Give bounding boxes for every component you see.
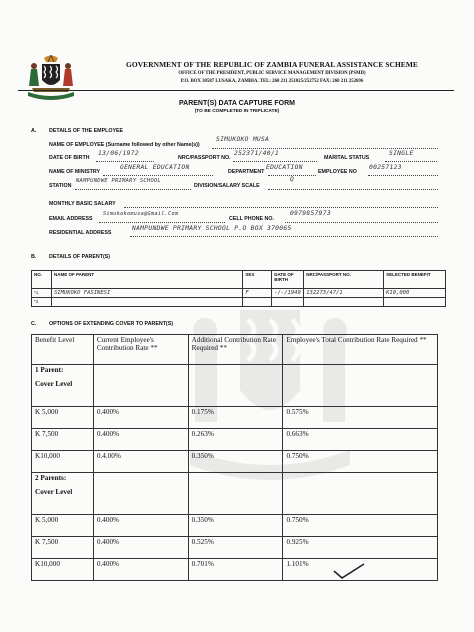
residential-field[interactable]: NAMPUNDWE PRIMARY SCHOOL P.O BOX 370065	[132, 225, 292, 232]
col-header: NAME OF PARENT	[51, 271, 242, 289]
group-label: 1 Parent:	[35, 366, 64, 374]
address-line: P.O. BOX 30587 LUSAKA, ZAMBIA. TEL: 260 211 251025/252752 FAX: 260 211 252696	[180, 79, 364, 84]
sex-cell[interactable]	[243, 298, 272, 307]
section-a-heading: DETAILS OF THE EMPLOYEE	[49, 128, 124, 134]
section-b-letter: B.	[31, 254, 37, 260]
ministry-field[interactable]: GENERAL EDUCATION	[120, 164, 190, 171]
table-row	[32, 289, 446, 298]
table-row	[32, 298, 446, 307]
current-rate: 0.400%	[93, 429, 188, 451]
benefit-level: K 7,500	[32, 429, 94, 451]
col-header: Employee's Total Contribution Rate Required **	[283, 335, 438, 365]
benefit-level: K 7,500	[32, 537, 94, 559]
group-one-parent	[32, 365, 438, 407]
salary-label: MONTHLY BASIC SALARY	[49, 201, 116, 207]
division-label: DIVISION/SALARY SCALE	[194, 183, 260, 189]
residential-label: RESIDENTIAL ADDRESS	[49, 230, 112, 236]
division-field[interactable]: Q	[290, 176, 295, 183]
current-rate: 0.400%	[93, 559, 188, 581]
phone-label: CELL PHONE NO.	[229, 216, 274, 222]
section-c-heading: OPTIONS OF EXTENDING COVER TO PARENT(S)	[49, 321, 173, 327]
employee-name-label: NAME OF EMPLOYEE (Surname followed by other Name(s))	[49, 142, 200, 148]
form-subtitle: (TO BE COMPLETED IN TRIPLICATE)	[194, 109, 280, 114]
total-rate: 1.101%	[283, 559, 438, 581]
table-row	[32, 537, 438, 559]
additional-rate: 0.350%	[188, 515, 283, 537]
employee-no-label: EMPLOYEE NO	[318, 169, 357, 175]
department-label: DEPARTMENT	[228, 169, 265, 175]
dob-cell[interactable]	[272, 298, 304, 307]
parent-name-cell[interactable]: SIMUKOKO FASINESI	[51, 289, 242, 298]
total-rate: 0.750%	[283, 451, 438, 473]
current-rate: 0.400%	[93, 515, 188, 537]
nrc-label: NRC/PASSPORT NO.	[178, 155, 231, 161]
current-rate: 0.4.00%	[93, 451, 188, 473]
additional-rate: 0.525%	[188, 537, 283, 559]
ministry-label: NAME OF MINISTRY	[49, 169, 101, 175]
col-header: Benefit Level	[32, 335, 94, 365]
department-field[interactable]: EDUCATION	[266, 164, 303, 171]
additional-rate: 0.263%	[188, 429, 283, 451]
additional-rate: 0.701%	[188, 559, 283, 581]
table-row	[32, 451, 438, 473]
col-header: NO.	[32, 271, 52, 289]
email-label: EMAIL ADDRESS	[49, 216, 93, 222]
col-header: Additional Contribution Rate Required **	[188, 335, 283, 365]
section-c-letter: C.	[31, 321, 37, 327]
benefit-level: K 5,000	[32, 407, 94, 429]
dob-label: DATE OF BIRTH	[49, 155, 90, 161]
col-header: NRC/PASSPORT NO.	[304, 271, 384, 289]
current-rate: 0.400%	[93, 407, 188, 429]
nrc-field[interactable]: 252371/40/1	[234, 150, 280, 157]
col-header: DATE OF BIRTH	[272, 271, 304, 289]
dob-cell[interactable]: -/-/1949	[272, 289, 304, 298]
table-row	[32, 429, 438, 451]
form-title: PARENT(S) DATA CAPTURE FORM	[178, 100, 295, 107]
options-header-row	[32, 335, 438, 365]
table-row	[32, 559, 438, 581]
total-rate: 0.575%	[283, 407, 438, 429]
group-two-parents	[32, 473, 438, 515]
total-rate: 0.663%	[283, 429, 438, 451]
additional-rate: 0.175%	[188, 407, 283, 429]
table-row	[32, 515, 438, 537]
selection-tick-icon	[332, 562, 366, 580]
parents-table	[31, 270, 446, 307]
group-sublabel: Cover Level	[35, 380, 73, 388]
table-row	[32, 407, 438, 429]
sex-cell[interactable]: F	[243, 289, 272, 298]
employee-no-field[interactable]: 00257123	[369, 164, 402, 171]
benefit-level: K10,000	[32, 451, 94, 473]
government-heading: GOVERNMENT OF THE REPUBLIC OF ZAMBIA FUNERAL ASSISTANCE SCHEME	[126, 60, 418, 69]
parents-table-header	[32, 271, 446, 289]
phone-field[interactable]: 0979857973	[290, 210, 331, 217]
col-header: Current Employee's Contribution Rate **	[93, 335, 188, 365]
cover-options-table	[31, 334, 438, 581]
office-heading: OFFICE OF THE PRESIDENT, PUBLIC SERVICE MANAGEMENT DIVISION (PSMD)	[178, 71, 366, 76]
email-field[interactable]: Simukokomusa@Gmail.Com	[103, 211, 179, 217]
current-rate: 0.400%	[93, 537, 188, 559]
col-header: SELECTED BENEFIT	[384, 271, 446, 289]
header-rule	[18, 90, 454, 91]
marital-status-field[interactable]: SINGLE	[389, 150, 414, 157]
benefit-cell[interactable]	[384, 298, 446, 307]
nrc-cell[interactable]	[304, 298, 384, 307]
marital-status-label: MARITAL STATUS	[324, 155, 370, 161]
additional-rate: 0.350%	[188, 451, 283, 473]
row-number: *2.	[32, 298, 52, 307]
section-b-heading: DETAILS OF PARENT(S)	[49, 254, 111, 260]
employee-name-field[interactable]: SIMUKOKO MUSA	[216, 136, 270, 143]
total-rate: 0.925%	[283, 537, 438, 559]
benefit-cell[interactable]: K10,000	[384, 289, 446, 298]
total-rate: 0.750%	[283, 515, 438, 537]
col-header: SEX	[243, 271, 272, 289]
nrc-cell[interactable]: 132273/47/1	[304, 289, 384, 298]
section-a-letter: A.	[31, 128, 37, 134]
group-sublabel: Cover Level	[35, 488, 73, 496]
station-label: STATION	[49, 183, 72, 189]
group-label: 2 Parents:	[35, 474, 67, 482]
station-field[interactable]: NAMPUNDWE PRIMARY SCHOOL	[76, 178, 162, 184]
parent-name-cell[interactable]	[51, 298, 242, 307]
dob-field[interactable]: 13/06/1972	[98, 150, 139, 157]
row-number: *1.	[32, 289, 52, 298]
benefit-level: K 5,000	[32, 515, 94, 537]
benefit-level: K10,000	[32, 559, 94, 581]
